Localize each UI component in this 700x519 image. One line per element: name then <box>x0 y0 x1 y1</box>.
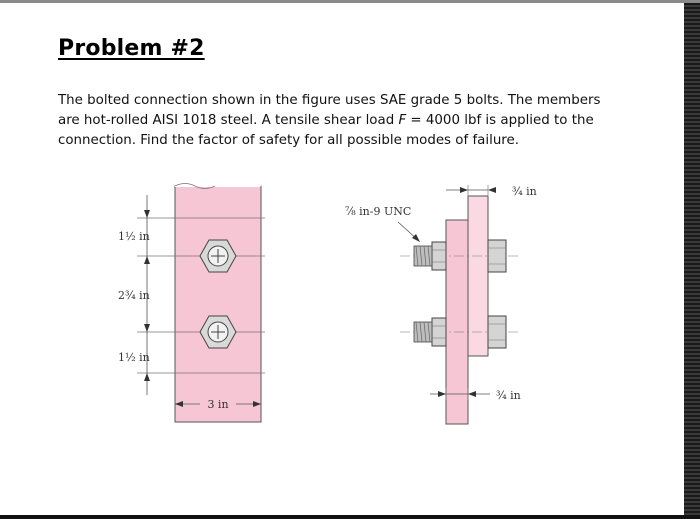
thread-spec-label: ⅞ in-9 UNC <box>345 205 412 218</box>
dim-mid-label: 2¾ in <box>118 289 150 302</box>
side-plate-bottom <box>446 220 468 424</box>
dim-bottom-label: 1½ in <box>118 351 150 364</box>
dim-width-label: 3 in <box>207 398 229 411</box>
problem-line-3: connection. Find the factor of safety for all possible modes of failure. <box>58 133 520 148</box>
dim-top-label: 1½ in <box>118 230 150 243</box>
bottom-plate-thickness-label: ¾ in <box>496 389 521 402</box>
top-plate-thickness-label: ¾ in <box>512 185 537 198</box>
problem-line-1: The bolted connection shown in the figure uses SAE grade 5 bolts. The members <box>58 93 601 108</box>
slide-title: Problem #2 <box>58 36 205 61</box>
side-view <box>345 185 537 424</box>
front-plate <box>175 186 261 422</box>
front-view <box>118 184 265 423</box>
problem-line-2: are hot-rolled AISI 1018 steel. A tensile shear load F = 4000 lbf is applied to the <box>58 113 594 128</box>
